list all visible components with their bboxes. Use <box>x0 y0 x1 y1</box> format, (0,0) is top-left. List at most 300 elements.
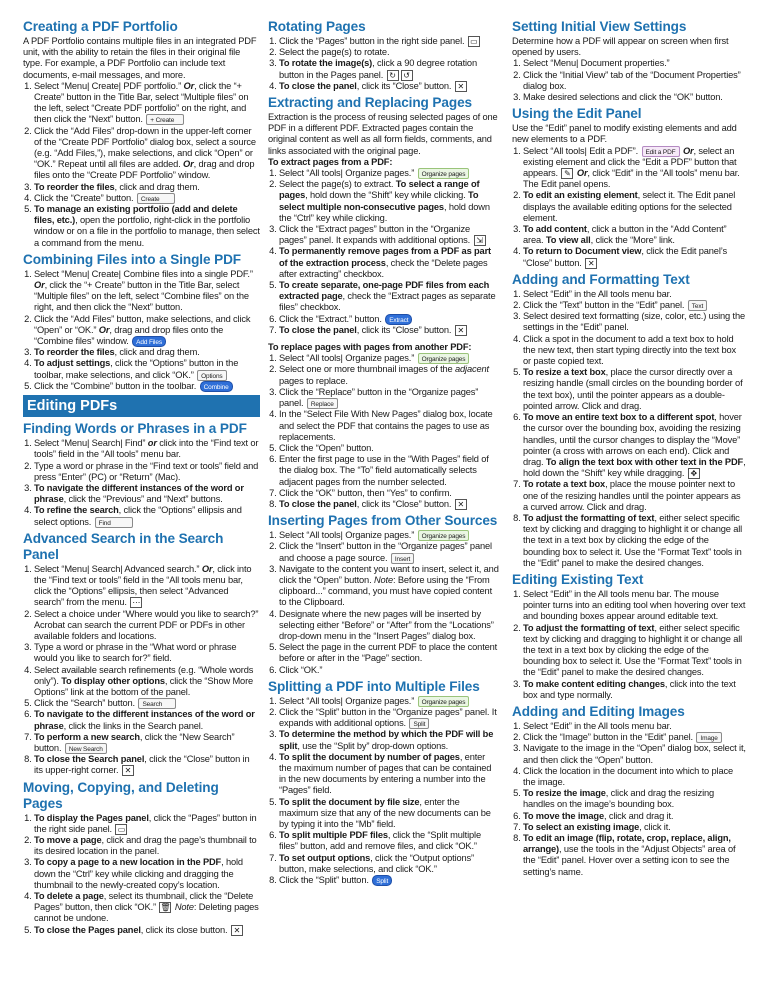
close-icon: ✕ <box>585 258 597 269</box>
step-item <box>34 81 260 126</box>
step-bold: To add content <box>523 224 587 235</box>
step-text: Select “Menu| Search| Find” <box>34 438 146 449</box>
step-item <box>279 246 500 280</box>
step-item <box>279 179 500 224</box>
step-item: 6. Click “OK.” <box>279 665 500 676</box>
step-item <box>34 813 260 835</box>
step-italic: adjacent <box>454 364 489 375</box>
step-text: , click and drag them. <box>114 181 200 192</box>
section-portfolio <box>23 19 260 249</box>
step-item <box>34 754 260 776</box>
step-text: Click the “Replace” button in the “Organize pages” panel. <box>279 386 479 409</box>
or-text: Or <box>98 324 110 335</box>
text-button-icon: Text <box>688 300 707 311</box>
step-item <box>523 146 746 191</box>
step-bold: To align the text box with other text in the PDF <box>545 456 744 467</box>
steps-list <box>268 353 500 510</box>
subheading: To extract pages from a PDF: <box>268 156 393 167</box>
step-text: , click into the text box and type normally. <box>523 678 736 700</box>
combine-button-icon: Combine <box>200 381 233 392</box>
organize-pages-icon: Organize pages <box>418 353 470 364</box>
step-item <box>279 541 500 563</box>
step-item <box>523 367 746 412</box>
step-text: Select “Menu| Create| Combine files into a single PDF.” <box>34 268 253 279</box>
steps-list <box>268 36 500 92</box>
section-title: Setting Initial View Settings <box>512 19 687 34</box>
step-bold: To refine the search <box>34 505 119 516</box>
or-text: Or <box>576 168 588 179</box>
step-text: , click and drag the page’s thumbnail to its desired location in the panel. <box>34 834 257 857</box>
step-text: Click the “Image” button in the “Edit” panel. <box>523 732 693 743</box>
section-title: Rotating Pages <box>268 19 366 34</box>
step-item <box>279 797 500 831</box>
step-text: Click the “Split” button in the “Organize pages” panel. It expands with additional options. <box>279 706 497 729</box>
step-item <box>523 788 746 810</box>
close-icon: ✕ <box>455 325 467 336</box>
rotate-counterclockwise-icon: ↺ <box>401 70 413 81</box>
steps-list <box>23 564 260 777</box>
step-text: , hold down the “Shift” key while dragging. <box>523 456 746 479</box>
add-files-button-icon: Add Files <box>132 336 166 347</box>
step-item <box>523 300 746 311</box>
step-text: Click the “Search” button. <box>34 698 135 709</box>
section-title: Editing Existing Text <box>512 571 644 587</box>
step-item <box>34 732 260 754</box>
step-text: Click the “Create” button. <box>34 192 134 203</box>
subheading: To replace pages with pages from another PDF: <box>268 342 472 353</box>
steps-list <box>512 289 746 569</box>
step-item <box>523 811 746 822</box>
or-text: Or <box>682 145 694 156</box>
step-item <box>523 833 746 878</box>
step-text: , select it. The Edit panel displays the available editing options for the selected element. <box>523 190 736 223</box>
step-text: Select the page(s) to extract. <box>279 179 394 190</box>
step-text: , check the “Extract pages as separate files” checkbox. <box>279 291 496 313</box>
step-text: , click the links in the Search panel. <box>63 720 204 731</box>
step-item <box>279 387 500 409</box>
step-text: , click into the “Find text or tools” field in the “All tools menu bar, click the “Options” ellipsis, then select “Advanced search” from the menu. <box>34 563 252 608</box>
step-item <box>523 822 746 833</box>
step-item <box>34 347 260 358</box>
step-bold: To display the Pages panel <box>34 812 149 823</box>
or-text: Or <box>183 80 195 91</box>
organize-pages-icon: Organize pages <box>418 530 470 541</box>
step-text: , drag and drop files onto the “Combine files” window. <box>34 324 224 347</box>
step-item <box>523 679 746 701</box>
step-bold: To display other options <box>61 675 165 686</box>
section-intro: A PDF Portfolio contains multiple files in an integrated PDF unit, with the ability to retain the files in their original file type. For example, a PDF Portfolio can include text documents, e-mail messages, and more. <box>23 36 257 80</box>
step-item <box>34 269 260 314</box>
step-item <box>34 925 260 936</box>
section-title: Extracting and Replacing Pages <box>268 95 472 111</box>
step-bold: To close the panel <box>279 80 357 91</box>
step-bold: To close the Search panel <box>34 754 145 765</box>
step-text: , click the “Previous” and “Next” buttons. <box>63 494 223 505</box>
organize-pages-icon: Organize pages <box>418 696 470 707</box>
step-text: , place the mouse pointer next to one of the resizing handles until the pointer appears as a curved arrow. Click and drag. <box>523 479 741 512</box>
step-item: 1. Select “Edit” in the All tools menu bar. The mouse pointer turns into an editing tool when hovering over text and bounding boxes appear around editable text. <box>523 589 746 623</box>
step-item <box>279 36 500 47</box>
step-item <box>279 499 500 510</box>
step-bold: To view all <box>545 235 591 246</box>
step-item <box>279 875 500 886</box>
section-intro: Extraction is the process of reusing selected pages of one PDF in a different PDF. Extracted pages contain the original content as well as all form fields, comments, and links associated with the original page. <box>268 112 498 156</box>
close-icon: ✕ <box>455 499 467 510</box>
organize-pages-icon: Organize pages <box>418 168 470 179</box>
step-bold: To select a range of pages <box>279 179 480 201</box>
step-bold: To edit an existing element <box>523 190 638 201</box>
step-item <box>34 358 260 380</box>
section-title: Using the Edit Panel <box>512 106 642 122</box>
step-text: Navigate to the content you want to insert, select it, and click the “Open” button. <box>279 563 499 585</box>
section-initial-view <box>512 19 746 103</box>
step-item <box>523 190 746 224</box>
or-text: Or <box>201 563 213 574</box>
section-advanced-search <box>23 531 260 777</box>
steps-list <box>512 589 746 701</box>
section-title: Moving, Copying, and Deleting Pages <box>23 779 219 811</box>
replace-button-icon: Replace <box>307 398 338 409</box>
column-right <box>512 18 746 881</box>
step-bold: To reorder the files <box>34 181 115 192</box>
step-bold: To select an existing image <box>523 821 640 832</box>
step-item <box>523 732 746 743</box>
step-item <box>279 81 500 92</box>
step-text: , hold down the “Ctrl” key while clicking and dragging the thumbnail to the newly-created copy’s location. <box>34 857 243 890</box>
step-bold: To permanently remove pages from a PDF as part of the extraction process <box>279 246 491 268</box>
step-bold: To copy a page to a new location in the PDF <box>34 857 222 868</box>
step-item: 2. Select the page(s) to rotate. <box>279 47 500 58</box>
step-item <box>279 729 500 751</box>
step-text: Click the “Pages” button in the right side panel. <box>279 36 465 46</box>
step-item <box>279 853 500 875</box>
step-text: Select “All tools| Organize pages.” <box>279 168 415 179</box>
step-item: 1. Select “Menu| Document properties.” <box>523 58 746 69</box>
steps-list <box>512 146 746 269</box>
step-item <box>523 246 746 268</box>
split-button-icon: Split <box>372 875 392 886</box>
step-bold: To make content editing changes <box>523 678 665 689</box>
or-text: Or <box>34 280 45 291</box>
step-text: pages to replace. <box>279 375 348 386</box>
close-icon: ✕ <box>122 765 134 776</box>
step-item: 5. Click the “Open” button. <box>279 443 500 454</box>
step-text: , click its close button. <box>140 924 228 935</box>
step-item <box>279 353 500 364</box>
step-item <box>34 182 260 193</box>
step-item: 2. Select a choice under “Where would you like to search?” Acrobat can search the current PDF or PDFs in other available folders and locations. <box>34 609 260 643</box>
step-text: , click and drag it. <box>603 810 674 821</box>
step-item <box>279 280 500 314</box>
close-icon: ✕ <box>231 925 243 936</box>
step-text: , click the “Pages” button in the right side panel. <box>34 812 257 834</box>
close-icon: ✕ <box>455 81 467 92</box>
step-text: Select “Menu| Search| Advanced search.” <box>34 563 200 574</box>
find-field-icon: Find <box>95 517 133 528</box>
step-item: 1. Select “Edit” in the All tools menu bar. <box>523 721 746 732</box>
column-middle <box>268 18 500 889</box>
step-text: , click the “Split multiple files” button, add and remove files, and click “OK.” <box>279 830 481 852</box>
step-item: 3. Navigate to the image in the “Open” dialog box, select it, and then click the “Open” button. <box>523 743 746 765</box>
step-text: Select “All tools| Organize pages.” <box>279 695 415 706</box>
extract-button-icon: Extract <box>385 314 412 325</box>
step-item: 3. Type a word or phrase in the “What word or phrase would you like to search for?” field. <box>34 642 260 664</box>
steps-list <box>268 696 500 886</box>
step-item <box>34 665 260 699</box>
step-item <box>34 857 260 891</box>
or-text: or <box>147 438 157 449</box>
step-bold: To resize a text box <box>523 367 606 378</box>
step-text: , open the portfolio, right-click in the portfolio window or on a file in the portfolio to manage, then select a command from the menu. <box>34 215 260 248</box>
step-item: 3. Select desired text formatting (size, color, etc.) using the settings in the “Edit” panel. <box>523 311 746 333</box>
step-text: , click and drag the resizing handles on the image’s bounding box. <box>523 788 715 810</box>
section-combine <box>23 252 260 392</box>
step-item <box>523 479 746 513</box>
section-title: Creating a PDF Portfolio <box>23 19 178 34</box>
step-item <box>279 364 500 386</box>
step-text: , click its “Close” button. <box>356 80 452 91</box>
step-text: , click the “More” link. <box>590 235 675 246</box>
step-bold: To rotate a text box <box>523 479 606 490</box>
step-text: Select “All tools| Edit a PDF”. <box>523 145 639 156</box>
section-title: Inserting Pages from Other Sources <box>268 513 498 529</box>
step-text: , use the “Split by” drop-down options. <box>297 740 449 751</box>
step-item <box>34 698 260 709</box>
steps-list <box>512 721 746 878</box>
step-bold: To delete a page <box>34 891 104 901</box>
step-bold: To determine the method by which the PDF will be split <box>279 729 494 751</box>
step-item: 4. Click the location in the document into which to place the image. <box>523 766 746 788</box>
or-text: Or <box>183 159 194 170</box>
step-text: , use the tools in the “Adjust Objects” area of the “Edit” panel. Hover over a setting icon to see the setting’s name. <box>523 844 736 877</box>
note-label: Note <box>373 574 393 585</box>
step-item: 4. Designate where the new pages will be inserted by selecting either “Before” or “After” from the “Locations” drop-down menu in the “Insert Pages” dialog box. <box>279 609 500 643</box>
step-bold: To edit an image (flip, rotate, crop, replace, align, arrange) <box>523 833 731 855</box>
section-moving-pages <box>23 780 260 936</box>
search-button-icon: Search <box>138 698 176 709</box>
step-item <box>523 513 746 569</box>
step-item: 5. Select the page in the current PDF to place the content before or after in the “Page” section. <box>279 642 500 664</box>
step-item: 4. In the “Select File With New Pages” dialog box, locate and select the PDF that contains the pages to use as replacements. <box>279 409 500 443</box>
create-button-icon: + Create <box>146 114 184 125</box>
step-item <box>34 505 260 527</box>
step-text: , select its thumbnail, click the “Delete Pages” button, then click “OK.” <box>34 891 254 913</box>
step-text: , click the “Close” button in its upper-right corner. <box>34 754 250 776</box>
step-item <box>34 483 260 505</box>
section-splitting <box>268 679 500 886</box>
step-text: , click a button in the “Add Content” area. <box>523 224 727 246</box>
steps-list <box>23 81 260 249</box>
section-title: Advanced Search in the Search Panel <box>23 530 224 562</box>
steps-list <box>23 813 260 936</box>
section-title: Finding Words or Phrases in a PDF <box>23 421 247 437</box>
step-item <box>279 314 500 325</box>
step-text: , hold down the “Shift” key while clicking. <box>305 190 466 201</box>
step-bold: To select multiple non-consecutive pages <box>279 190 479 212</box>
step-item: 1. Select “Edit” in the All tools menu bar. <box>523 289 746 300</box>
step-bold: To adjust the formatting of text <box>523 512 655 523</box>
step-item: 4. Click a spot in the document to add a text box to hold the new text, then start typing directly into the text box or paste copied text. <box>523 334 746 368</box>
step-bold: To rotate the image(s) <box>279 58 373 69</box>
column-left <box>23 18 260 939</box>
options-ellipsis-icon: ⋯ <box>130 597 142 608</box>
step-item: 6. Enter the first page to use in the “With Pages” field of the dialog box. The “To” field automatically selects adjacent pages from the number selected. <box>279 454 500 488</box>
step-bold: To adjust settings <box>34 358 111 369</box>
step-item: 7. Click the “OK” button, then “Yes” to confirm. <box>279 488 500 499</box>
step-text: , click the “Options” button in the toolbar, make selections, and click “OK.” <box>34 358 239 380</box>
step-bold: To move the image <box>523 810 604 821</box>
step-text: , hover the cursor over the bounding box, avoiding the resizing handles, until the cursor changes to display the “Move” pointer (a cross with arrows on each end). Click and drag. <box>523 412 742 467</box>
step-item <box>34 314 260 348</box>
step-text: , hold down the “Ctrl” key while clicking. <box>279 201 490 223</box>
step-text: Select available search refinements (e.g. “Whole words only”). <box>34 664 254 686</box>
step-text: , enter the maximum number of pages that can be contained in the new documents by entering a number into the “Pages” field. <box>279 751 492 796</box>
step-bold: To adjust the formatting of text <box>523 622 655 633</box>
step-bold: To navigate the different instances of the word or phrase <box>34 482 244 505</box>
step-bold: To create separate, one-page PDF files from each extracted page <box>279 280 490 302</box>
step-item <box>279 530 500 541</box>
step-text: Click the “Text” button in the “Edit” panel. <box>523 300 685 311</box>
step-text: Click the “Split” button. <box>279 875 369 886</box>
image-button-icon: Image <box>696 732 721 743</box>
section-editing-text <box>512 572 746 701</box>
section-edit-panel <box>512 106 746 269</box>
step-text: Select one or more thumbnail images of the <box>279 364 453 375</box>
step-text: , click and drag them. <box>114 347 200 358</box>
step-bold: To split multiple PDF files <box>279 830 388 841</box>
step-text: Click the “Insert” button in the “Organize pages” panel and choose a page source. <box>279 541 492 563</box>
rotate-clockwise-icon: ↻ <box>387 70 399 81</box>
step-item <box>279 564 500 609</box>
step-bold: To move an entire text box to a different spot <box>523 412 715 423</box>
step-item <box>34 564 260 609</box>
section-find <box>23 421 260 528</box>
step-item <box>279 168 500 179</box>
step-text: , click the “+ Create” button in the Title Bar, select “Multiple files” on the left, select “Create PDF portfolio” on the right, and then click the “Next” button. <box>34 80 249 125</box>
step-text: Click the “Combine” button in the toolbar. <box>34 380 197 391</box>
step-item <box>523 623 746 679</box>
step-bold: To reorder the files <box>34 347 115 358</box>
step-text: , click the “Options” ellipsis and select options. <box>34 505 242 527</box>
new-search-button-icon: New Search <box>65 743 107 754</box>
step-bold: To move a page <box>34 834 102 845</box>
move-cross-icon: ✥ <box>688 468 700 479</box>
step-item <box>279 830 500 852</box>
steps-list <box>512 58 746 103</box>
step-bold: To close the panel <box>279 498 357 509</box>
step-text: , click a 90 degree rotation button in the Pages panel. <box>279 58 477 80</box>
step-item <box>34 193 260 204</box>
step-bold: To split the document by file size <box>279 796 420 807</box>
section-inserting <box>268 513 500 676</box>
step-text: Select “All tools| Organize pages.” <box>279 353 415 364</box>
pages-icon: ▭ <box>468 36 480 47</box>
step-item <box>34 835 260 857</box>
section-intro: Determine how a PDF will appear on screen when first opened by users. <box>512 36 729 58</box>
trash-icon: 🗑 <box>160 903 171 913</box>
step-text: , click the “Output options” button, make selections, and click “OK.” <box>279 852 474 874</box>
step-text: , click its “Close” button. <box>356 324 452 335</box>
step-text: Click the “Extract pages” button in the “Organize pages” panel. It expands with additional options. <box>279 224 471 246</box>
step-item: 3. Make desired selections and click the “OK” button. <box>523 92 746 103</box>
step-text: , drag and drop files onto the “Create PDF Portfolio” window. <box>34 159 255 181</box>
step-text: , check the “Delete pages after extracting” checkbox. <box>279 257 488 279</box>
step-bold: To manage an existing portfolio (add and delete files, etc.) <box>34 204 238 226</box>
step-bold: To set output options <box>279 852 371 863</box>
create-button-icon: Create <box>137 193 175 204</box>
step-text: , select an existing element and click the “Edit a PDF” button that appears. <box>523 145 737 179</box>
section-title: Combining Files into a Single PDF <box>23 251 241 267</box>
step-text: click into the “Find text or tools” field in the “All tools” menu bar. <box>34 438 259 460</box>
step-item <box>34 204 260 249</box>
step-text: Select “Menu| Create| PDF portfolio.” <box>34 80 182 91</box>
section-title: Adding and Editing Images <box>512 703 685 719</box>
steps-list <box>268 168 500 336</box>
step-bold: To perform a new search <box>34 731 140 742</box>
step-item <box>34 381 260 392</box>
section-title: Adding and Formatting Text <box>512 271 690 287</box>
step-item: 2. Click the “Initial View” tab of the “Document Properties” dialog box. <box>523 70 746 92</box>
step-item <box>279 752 500 797</box>
step-text: : Before using the “From clipboard...” command, you must have copied content to the Clipboard. <box>279 574 493 608</box>
step-text: , either select specific text by clicking and dragging to highlight it or change all the text in a text box by clicking the edge of the bounding box to select it. Use the “Format Text” tools in the “Edit” panel to make the desired changes. <box>523 512 743 568</box>
step-text: , click the “New Search” button. <box>34 731 235 753</box>
step-item <box>279 58 500 80</box>
section-intro: Use the “Edit” panel to modify existing elements and add new elements to a PDF. <box>512 123 737 145</box>
step-bold: To resize the image <box>523 788 606 799</box>
step-item <box>279 224 500 246</box>
section-rotating <box>268 19 500 92</box>
split-button-icon: Split <box>409 718 429 729</box>
step-item <box>34 126 260 182</box>
edit-pdf-icon: Edit a PDF <box>642 146 680 157</box>
step-text: , click “Edit” in the “All tools” menu bar. The Edit panel opens. <box>523 168 740 190</box>
step-item <box>279 696 500 707</box>
step-text: Click the “Add Files” button, make selections, and click “Open” or “OK.” <box>34 313 251 335</box>
step-bold: To navigate to the different instances of the word or phrase <box>34 709 255 731</box>
step-item <box>279 325 500 336</box>
step-text: : Deleting pages cannot be undone. <box>34 902 259 924</box>
insert-button-icon: Insert <box>391 553 414 564</box>
step-item <box>34 709 260 731</box>
section-title: Splitting a PDF into Multiple Files <box>268 678 480 694</box>
step-bold: To split the document by number of pages <box>279 751 460 762</box>
step-text: , either select specific text by clicking and dragging to highlight it or change all the text in a text box by clicking the edge of the bounding box to select it. Use the “Format Text” tools in the “Edit” panel to make the desired changes. <box>523 622 743 678</box>
edit-pencil-icon: ✎ <box>561 168 573 179</box>
steps-list <box>23 269 260 392</box>
step-text: , click its “Close” button. <box>356 498 452 509</box>
step-item <box>523 412 746 479</box>
steps-list <box>268 530 500 676</box>
step-text: Click the “Add Files” drop-down in the upper-left corner of the “Create PDF Portfolio” dialog box, select a source (e.g. “Add Files,”), make selections, and click “Open” or “OK.” Repeat until all files are added. <box>34 125 256 170</box>
step-text: , place the cursor directly over a resizing handle (small circles on the bounding border of the text box), until the pointer appears as a double-pointed arrow. Click and drag. <box>523 367 743 411</box>
section-adding-text <box>512 272 746 569</box>
section-images <box>512 704 746 878</box>
step-text: , click it. <box>639 821 671 832</box>
step-text: , enter the maximum size that any of the new documents can be by typing it into the “Mb” field. <box>279 796 491 829</box>
extract-pages-icon: ⇲ <box>474 235 486 246</box>
step-item <box>34 891 260 925</box>
step-item: 2. Type a word or phrase in the “Find text or tools” field and press “Enter” (PC) or “Return” (Mac). <box>34 461 260 483</box>
options-button-icon: Options <box>197 370 226 381</box>
steps-list <box>23 438 260 528</box>
section-extracting <box>268 95 500 510</box>
step-bold: To close the panel <box>279 324 357 335</box>
step-item <box>523 224 746 246</box>
step-text: , click the Edit panel’s “Close” button. <box>523 246 727 268</box>
step-text: , click the “Show More Options” link at the bottom of the panel. <box>34 675 254 697</box>
step-item <box>279 707 500 729</box>
